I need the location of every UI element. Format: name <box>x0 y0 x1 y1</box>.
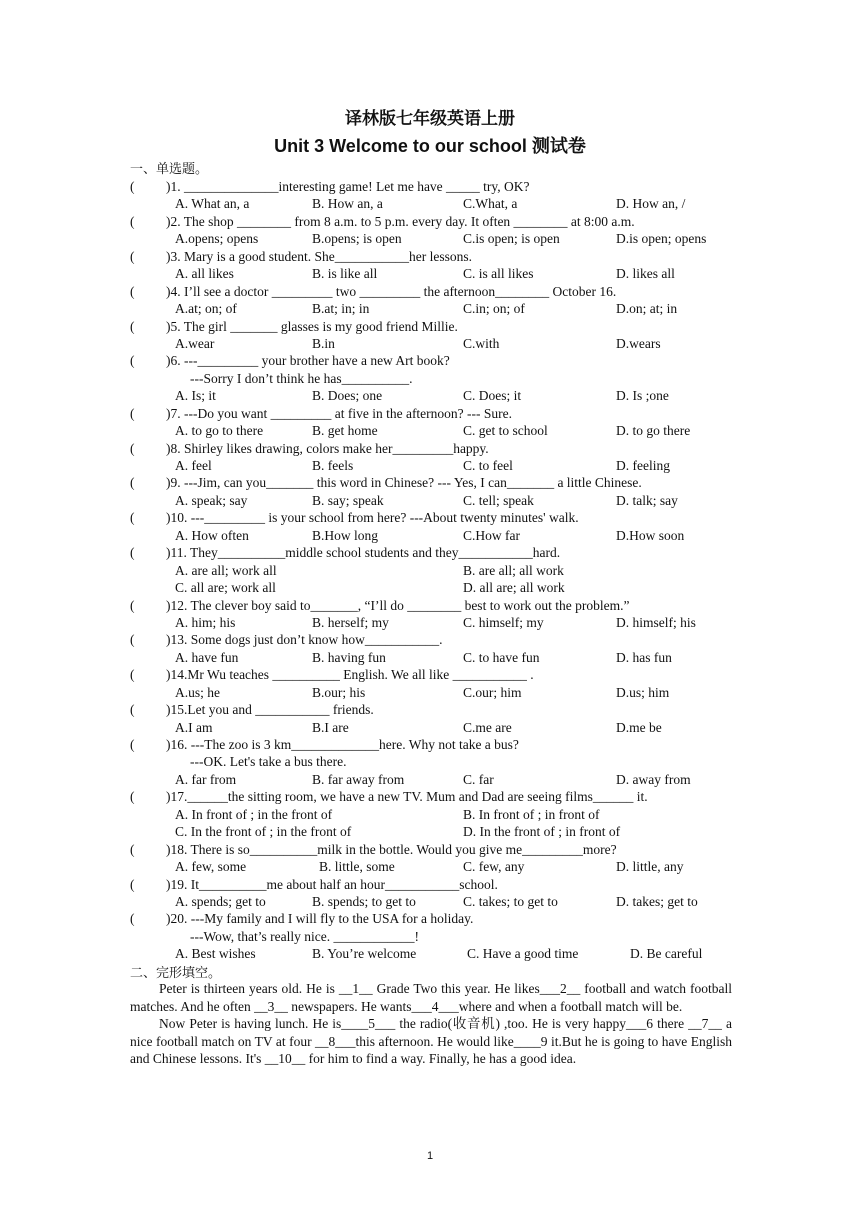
option-c[interactable]: C. himself; my <box>463 614 544 630</box>
option-d[interactable]: D. little, any <box>616 859 684 875</box>
option-b[interactable]: B. spends; to get to <box>312 893 416 909</box>
question-stem-row <box>0 876 860 893</box>
option-c[interactable]: C. all are; work all <box>175 580 276 596</box>
option-c[interactable]: C.is open; is open <box>463 231 560 247</box>
answer-blank[interactable]: ( <box>130 179 135 194</box>
question-stem-row <box>0 544 860 561</box>
option-a[interactable]: A. him; his <box>175 614 236 630</box>
option-a[interactable]: A. are all; work all <box>175 562 277 578</box>
options-row <box>0 300 860 317</box>
options-row <box>0 562 860 579</box>
option-b[interactable]: B.in <box>312 335 335 351</box>
option-d[interactable]: D.on; at; in <box>616 301 678 317</box>
options-row <box>0 649 860 666</box>
option-c[interactable]: C. to have fun <box>463 649 540 665</box>
option-a[interactable]: A.us; he <box>175 684 220 700</box>
option-d[interactable]: D. talk; say <box>616 492 678 508</box>
answer-blank[interactable]: ( <box>130 632 135 648</box>
question-stem: )9. ---Jim, can you_______ this word in Chinese? --- Yes, I can_______ a little Chinese. <box>166 475 642 491</box>
option-d[interactable]: D. takes; get to <box>616 893 698 909</box>
question-stem: )19. It__________me about half an hour___________school. <box>166 876 498 892</box>
question-stem: )18. There is so__________milk in the bottle. Would you give me_________more? <box>166 841 617 857</box>
option-a[interactable]: A. speak; say <box>175 492 248 508</box>
options-row <box>0 945 860 962</box>
option-a[interactable]: A.opens; opens <box>175 231 259 247</box>
options-row <box>0 858 860 875</box>
option-d[interactable]: D. likes all <box>616 266 675 282</box>
option-d[interactable]: D.us; him <box>616 684 670 700</box>
question-stem: )16. ---The zoo is 3 km_____________here. Why not take a bus? <box>166 737 519 752</box>
answer-blank[interactable]: ( <box>130 510 135 526</box>
question-continuation-row <box>0 928 860 945</box>
question-list <box>0 178 860 963</box>
option-b[interactable]: B.opens; is open <box>312 231 402 247</box>
option-d[interactable]: D. Be careful <box>630 946 703 962</box>
question-stem: )3. Mary is a good student. She___________her lessons. <box>166 248 472 264</box>
question-stem-row <box>0 788 860 805</box>
question-stem-row <box>0 440 860 457</box>
option-d[interactable]: D. away from <box>616 771 691 787</box>
option-b[interactable]: B. are all; all work <box>463 562 564 578</box>
option-c[interactable]: C. far <box>463 771 494 787</box>
option-a[interactable]: A. feel <box>175 458 212 473</box>
option-c[interactable]: C. Does; it <box>463 388 522 404</box>
option-b[interactable]: B. is like all <box>312 266 378 282</box>
options-row <box>0 265 860 282</box>
question-stem: )14.Mr Wu teaches __________ English. We all like ___________ . <box>166 667 534 683</box>
question-stem: )1. ______________interesting game! Let me have _____ try, OK? <box>166 179 530 194</box>
answer-blank[interactable]: ( <box>130 475 135 491</box>
option-a[interactable]: A. far from <box>175 771 237 787</box>
question-stem: )7. ---Do you want _________ at five in the afternoon? --- Sure. <box>166 405 513 421</box>
option-a[interactable]: A. few, some <box>175 859 247 875</box>
option-d[interactable]: D. In the front of ; in front of <box>463 824 621 840</box>
option-c[interactable]: C.with <box>463 335 500 351</box>
question-stem-row <box>0 509 860 526</box>
option-b[interactable]: B. having fun <box>312 649 386 665</box>
question-stem: )5. The girl _______ glasses is my good friend Millie. <box>166 318 458 334</box>
options-row <box>0 195 860 212</box>
question-stem-row <box>0 666 860 683</box>
option-d[interactable]: D.wears <box>616 335 661 351</box>
option-c[interactable]: C.in; on; of <box>463 301 525 317</box>
option-d[interactable]: D.me be <box>616 719 662 735</box>
options-row <box>0 684 860 701</box>
option-b[interactable]: B.I are <box>312 719 349 735</box>
option-d[interactable]: D.How soon <box>616 527 685 543</box>
option-a[interactable]: A.wear <box>175 335 215 351</box>
option-b[interactable]: B. little, some <box>319 859 395 875</box>
option-b[interactable]: B.our; his <box>312 684 366 700</box>
question-stem-row <box>0 352 860 369</box>
option-d[interactable]: D. to go there <box>616 423 691 439</box>
option-a[interactable]: A. to go to there <box>175 423 264 439</box>
question-stem: )4. I’ll see a doctor _________ two _________ the afternoon________ October 16. <box>166 283 617 299</box>
answer-blank[interactable]: ( <box>130 702 135 718</box>
options-row <box>0 719 860 736</box>
options-row <box>0 823 860 840</box>
section-heading-cloze: 二、完形填空。 <box>130 966 222 981</box>
cloze-passage <box>130 980 732 1068</box>
option-d[interactable]: D. himself; his <box>616 614 696 630</box>
answer-blank[interactable]: ( <box>130 440 135 456</box>
document-subtitle: Unit 3 Welcome to our school 测试卷 <box>274 136 586 156</box>
options-row <box>0 771 860 788</box>
page-number: 1 <box>426 1150 434 1162</box>
question-stem: )8. Shirley likes drawing, colors make her_________happy. <box>166 440 489 456</box>
question-stem-row <box>0 910 860 927</box>
option-a[interactable]: A. all likes <box>175 266 234 282</box>
question-stem-row <box>0 248 860 265</box>
answer-blank[interactable]: ( <box>130 737 135 752</box>
answer-blank[interactable]: ( <box>130 667 135 683</box>
options-row <box>0 230 860 247</box>
question-stem-row <box>0 474 860 491</box>
option-c[interactable]: C. get to school <box>463 423 548 439</box>
option-a[interactable]: A. Is; it <box>175 388 216 404</box>
question-stem-row <box>0 841 860 858</box>
answer-blank[interactable]: ( <box>130 911 135 927</box>
option-a[interactable]: A. spends; get to <box>175 893 266 909</box>
options-row <box>0 893 860 910</box>
option-b[interactable]: B. In front of ; in front of <box>463 806 600 822</box>
question-stem: )20. ---My family and I will fly to the USA for a holiday. <box>166 911 474 927</box>
question-stem-row <box>0 701 860 718</box>
answer-blank[interactable]: ( <box>130 353 135 369</box>
option-b[interactable]: B.How long <box>312 527 379 543</box>
option-b[interactable]: B. Does; one <box>312 388 383 404</box>
option-a[interactable]: A. have fun <box>175 649 239 665</box>
question-stem-row <box>0 283 860 300</box>
option-b[interactable]: B. How an, a <box>312 196 383 212</box>
option-d[interactable]: D. Is ;one <box>616 388 669 404</box>
option-a[interactable]: A. Best wishes <box>175 946 256 962</box>
answer-blank[interactable]: ( <box>130 248 135 264</box>
document-title: 译林版七年级英语上册 <box>345 109 515 129</box>
question-continuation: ---OK. Let's take a bus there. <box>190 754 347 770</box>
cloze-paragraph-1: Peter is thirteen years old. He is __1__ Grade Two this year. He likes___2__ football and watch football matches. And he often __3__ newspapers. He wants___4___where and when a football match will be. <box>130 981 732 1014</box>
options-row <box>0 527 860 544</box>
question-stem-row <box>0 597 860 614</box>
question-stem: )10. ---_________ is your school from here? ---About twenty minutes' walk. <box>166 510 579 526</box>
question-stem-row <box>0 213 860 230</box>
option-c[interactable]: C.How far <box>463 527 520 543</box>
options-row <box>0 492 860 509</box>
option-b[interactable]: B. feels <box>312 458 354 473</box>
question-stem: )11. They__________middle school students and they___________hard. <box>166 545 561 561</box>
option-c[interactable]: C.me are <box>463 719 512 735</box>
option-c[interactable]: C. to feel <box>463 458 513 473</box>
question-stem: )15.Let you and ___________ friends. <box>166 702 374 718</box>
options-row <box>0 335 860 352</box>
question-stem: )17.______the sitting room, we have a new TV. Mum and Dad are seeing films______ it. <box>166 789 648 805</box>
question-stem-row <box>0 631 860 648</box>
option-b[interactable]: B. say; speak <box>312 492 384 508</box>
answer-blank[interactable]: ( <box>130 789 135 805</box>
option-c[interactable]: C. tell; speak <box>463 492 534 508</box>
question-stem-row <box>0 405 860 422</box>
answer-blank[interactable]: ( <box>130 318 135 334</box>
option-a[interactable]: A. In front of ; in the front of <box>175 806 333 822</box>
question-stem-row <box>0 736 860 753</box>
answer-blank[interactable]: ( <box>130 283 135 299</box>
option-b[interactable]: B. herself; my <box>312 614 389 630</box>
option-a[interactable]: A.I am <box>175 719 213 735</box>
answer-blank[interactable]: ( <box>130 841 135 857</box>
answer-blank[interactable]: ( <box>130 405 135 421</box>
question-continuation-row <box>0 370 860 387</box>
options-row <box>0 579 860 596</box>
option-b[interactable]: B. get home <box>312 423 378 439</box>
question-stem-row <box>0 318 860 335</box>
option-d[interactable]: D. all are; all work <box>463 580 565 596</box>
question-stem-row <box>0 178 860 195</box>
cloze-paragraph-2: Now Peter is having lunch. He is____5___ the radio(收音机) ,too. He is very happy___6 there __7__ a nice football match on TV at four __8___this afternoon. He would like____9 it.But he is going to have English and Chinese lessons. It's __10__ for him to find a way. Finally, he has a good idea. <box>130 1016 732 1066</box>
answer-blank[interactable]: ( <box>130 545 135 561</box>
question-continuation: ---Sorry I don’t think he has__________. <box>190 370 413 386</box>
option-d[interactable]: D. has fun <box>616 649 672 665</box>
option-a[interactable]: A. How often <box>175 527 249 543</box>
option-d[interactable]: D. How an, / <box>616 196 686 212</box>
question-continuation: ---Wow, that’s really nice. ____________! <box>190 928 419 944</box>
option-d[interactable]: D. feeling <box>616 458 670 473</box>
answer-blank[interactable]: ( <box>130 876 135 892</box>
options-row <box>0 457 860 474</box>
option-c[interactable]: C. takes; to get to <box>463 893 558 909</box>
option-c[interactable]: C. In the front of ; in the front of <box>175 824 352 840</box>
question-stem: )6. ---_________ your brother have a new Art book? <box>166 353 450 369</box>
option-d[interactable]: D.is open; opens <box>616 231 707 247</box>
option-b[interactable]: B. far away from <box>312 771 405 787</box>
options-row <box>0 806 860 823</box>
option-a[interactable]: A.at; on; of <box>175 301 237 317</box>
section-heading-choice: 一、单选题。 <box>130 162 209 177</box>
question-stem: )2. The shop ________ from 8 a.m. to 5 p.m. every day. It often ________ at 8:00 a.m. <box>166 213 635 229</box>
question-continuation-row <box>0 753 860 770</box>
option-b[interactable]: B. You’re welcome <box>312 946 417 962</box>
option-c[interactable]: C. few, any <box>463 859 525 875</box>
options-row <box>0 614 860 631</box>
options-row <box>0 387 860 404</box>
option-b[interactable]: B.at; in; in <box>312 301 370 317</box>
option-a[interactable]: A. What an, a <box>175 196 250 212</box>
answer-blank[interactable]: ( <box>130 213 135 229</box>
option-c[interactable]: C.What, a <box>463 196 518 212</box>
option-c[interactable]: C. is all likes <box>463 266 534 282</box>
option-c[interactable]: C. Have a good time <box>467 946 579 962</box>
question-stem: )13. Some dogs just don’t know how___________. <box>166 632 443 648</box>
options-row <box>0 422 860 439</box>
answer-blank[interactable]: ( <box>130 597 135 613</box>
option-c[interactable]: C.our; him <box>463 684 522 700</box>
question-stem: )12. The clever boy said to_______, “I’ll do ________ best to work out the problem.” <box>166 597 630 613</box>
